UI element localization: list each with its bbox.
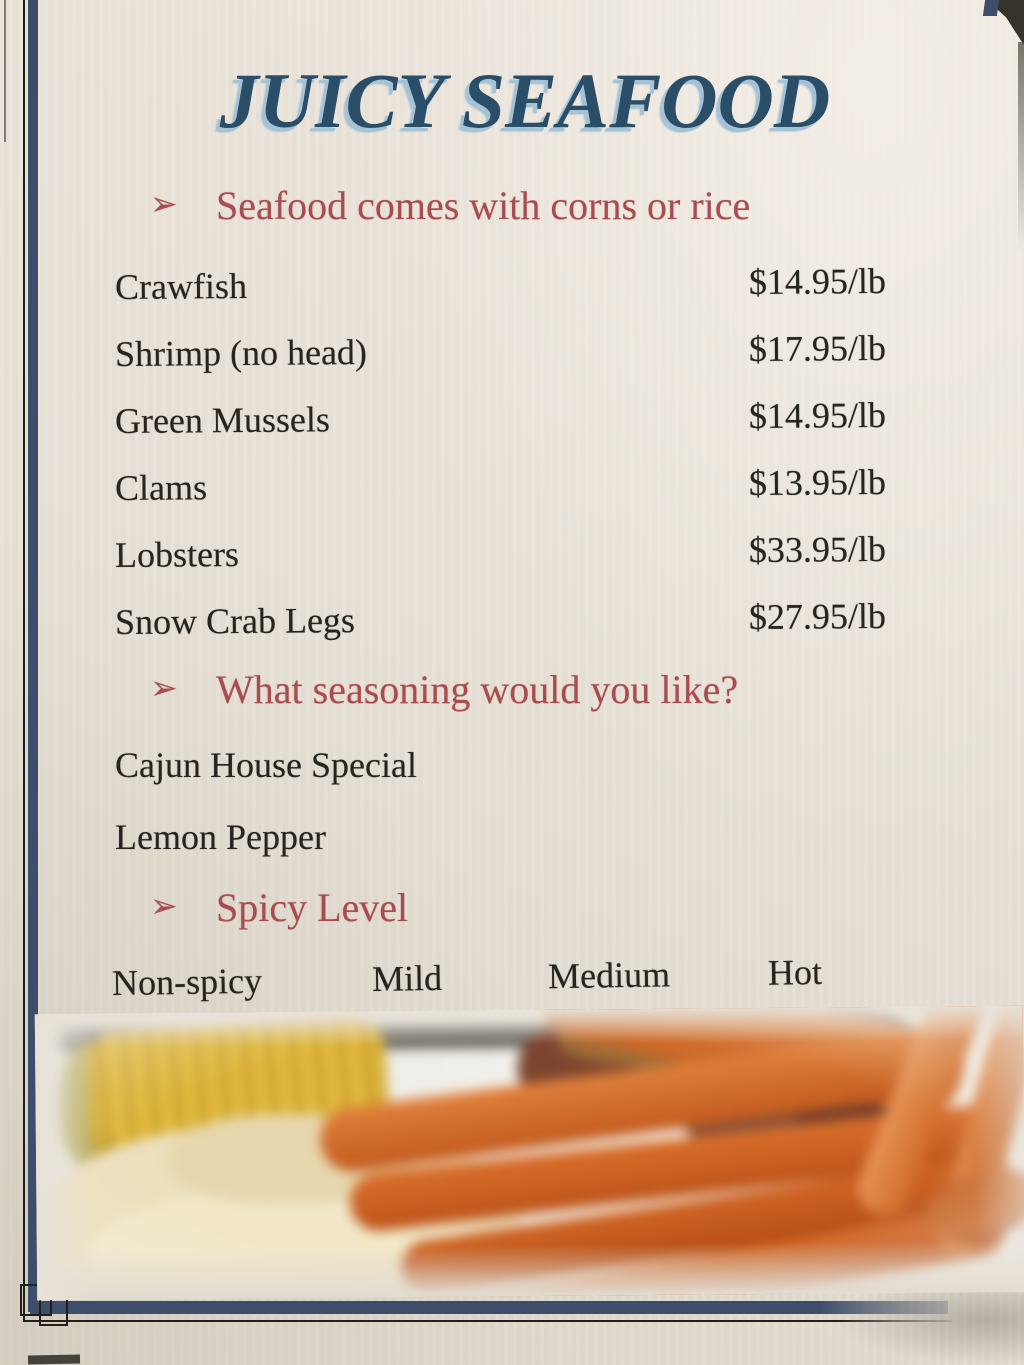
seasoning-item: Lemon Pepper xyxy=(115,817,326,857)
item-price: $27.95/lb xyxy=(748,595,887,638)
spicy-option: Hot xyxy=(767,951,823,993)
menu-item-row xyxy=(115,528,886,576)
menu-item-row xyxy=(115,327,886,375)
menu-item-row xyxy=(115,595,886,643)
menu-item-row xyxy=(115,394,886,442)
border-bottom-navy-bar xyxy=(30,1301,948,1314)
section-heading-text: Spicy Level xyxy=(216,885,409,930)
item-price: $14.95/lb xyxy=(748,394,887,437)
spicy-option: Mild xyxy=(371,957,443,999)
spicy-level-options xyxy=(0,938,1024,1006)
item-price: $14.95/lb xyxy=(748,260,887,303)
item-name: Clams xyxy=(114,467,208,508)
page-title: JUICY SEAFOOD xyxy=(219,57,831,144)
section-heading-seasoning xyxy=(150,666,738,713)
section-heading-spicy-level xyxy=(150,884,408,931)
item-name: Green Mussels xyxy=(114,399,331,441)
paper-bottom-edge-mark xyxy=(28,1355,80,1365)
item-price: $17.95/lb xyxy=(748,327,887,370)
border-left-thin-line xyxy=(23,0,25,1322)
arrow-bullet-icon: ➢ xyxy=(150,671,178,707)
paper-right-edge-shadow xyxy=(1018,42,1024,252)
item-price: $13.95/lb xyxy=(748,461,887,504)
menu-item-row xyxy=(115,260,886,308)
section-heading-text: What seasoning would you like? xyxy=(216,667,739,712)
arrow-bullet-icon: ➢ xyxy=(150,187,178,223)
paper-bottom-right-shadow xyxy=(834,1290,1024,1365)
border-bottom-thin-line xyxy=(23,1320,951,1322)
spicy-option: Medium xyxy=(547,954,671,997)
spicy-option: Non-spicy xyxy=(111,960,263,1004)
item-name: Crawfish xyxy=(114,265,248,307)
item-name: Snow Crab Legs xyxy=(114,600,356,642)
menu-item-row xyxy=(115,461,886,509)
photo-edge-vignette xyxy=(35,1006,1024,1301)
section-heading-text: Seafood comes with corns or rice xyxy=(216,183,751,228)
item-price: $33.95/lb xyxy=(748,528,887,571)
item-name: Shrimp (no head) xyxy=(114,332,368,374)
section-heading-seafood xyxy=(150,182,750,229)
seasoning-item: Cajun House Special xyxy=(115,745,417,785)
food-photo xyxy=(35,1006,1024,1301)
item-name: Lobsters xyxy=(114,534,240,575)
arrow-bullet-icon: ➢ xyxy=(150,889,178,925)
border-top-right-fragment xyxy=(983,0,999,16)
paper-left-crease xyxy=(4,0,6,142)
border-corner-square-inner xyxy=(39,1297,68,1326)
